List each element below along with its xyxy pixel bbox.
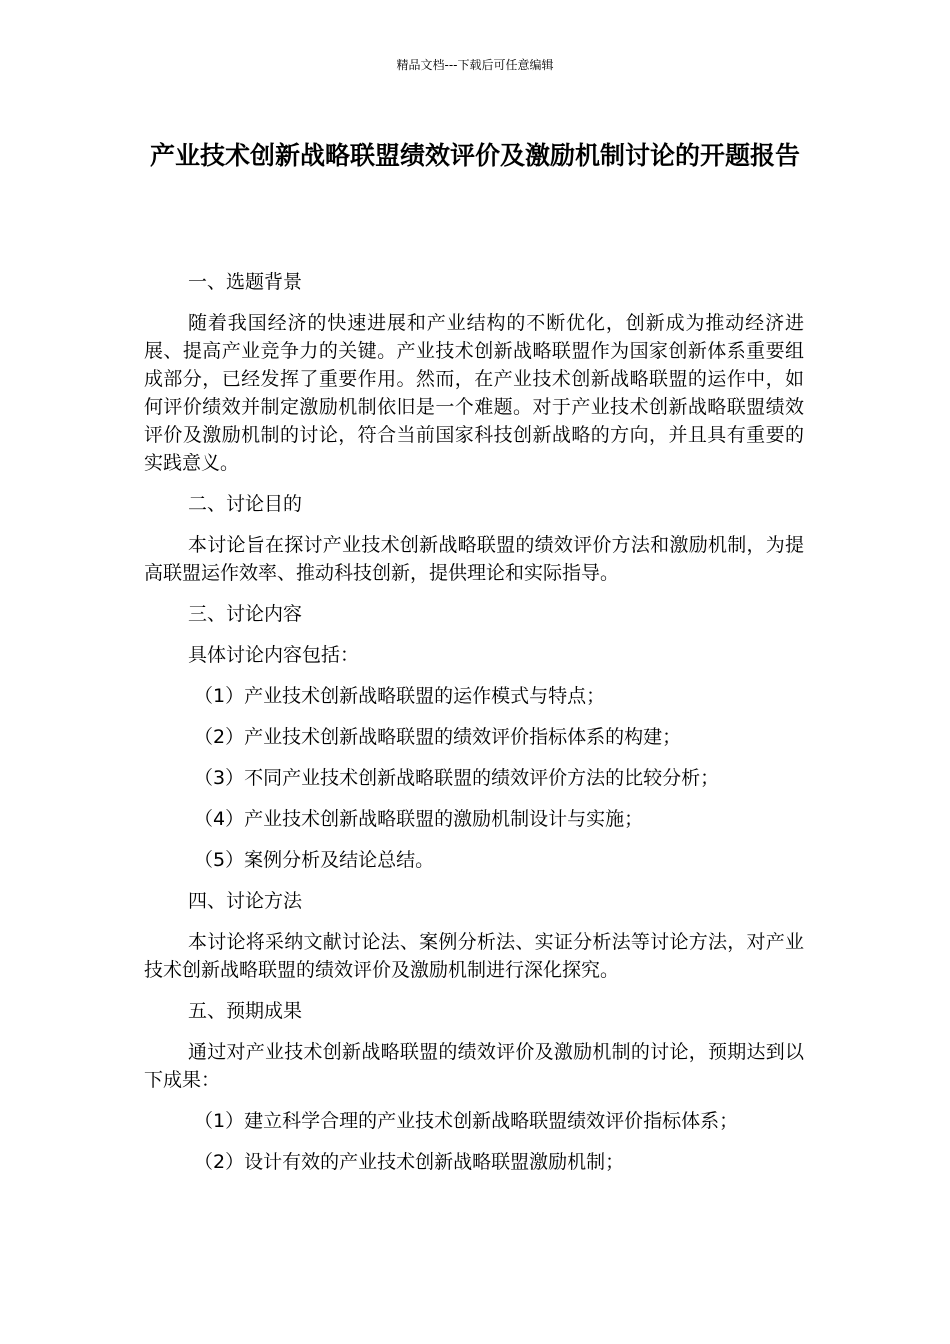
section-heading-content: 三、讨论内容 [188,603,303,625]
document-title: 产业技术创新战略联盟绩效评价及激励机制讨论的开题报告 [149,141,800,170]
section-heading-background: 一、选题背景 [188,271,303,293]
results-list-item: （2）设计有效的产业技术创新战略联盟激励机制； [194,1151,625,1173]
content-list-item: （1）产业技术创新战略联盟的运作模式与特点； [194,685,606,707]
content-list-item: （4）产业技术创新战略联盟的激励机制设计与实施； [194,808,644,830]
results-paragraph: 通过对产业技术创新战略联盟的绩效评价及激励机制的讨论，预期达到以下成果： [144,1041,804,1091]
section-heading-method: 四、讨论方法 [188,890,303,912]
content-list-item: （3）不同产业技术创新战略联盟的绩效评价方法的比较分析； [194,767,720,789]
content-list-item: （2）产业技术创新战略联盟的绩效评价指标体系的构建； [194,726,682,748]
content-list-item: （5）案例分析及结论总结。 [194,849,435,871]
section-heading-purpose: 二、讨论目的 [188,493,303,515]
method-paragraph: 本讨论将采纳文献讨论法、案例分析法、实证分析法等讨论方法，对产业技术创新战略联盟的绩效评价及激励机制进行深化探究。 [144,931,804,981]
results-list-item: （1）建立科学合理的产业技术创新战略联盟绩效评价指标体系； [194,1110,739,1132]
page-header: 精品文档---下载后可任意编辑 [396,58,554,72]
purpose-paragraph: 本讨论旨在探讨产业技术创新战略联盟的绩效评价方法和激励机制，为提高联盟运作效率、推动科技创新，提供理论和实际指导。 [144,534,804,584]
content-intro: 具体讨论内容包括： [188,644,360,666]
background-paragraph: 随着我国经济的快速进展和产业结构的不断优化，创新成为推动经济进展、提高产业竞争力的关键。产业技术创新战略联盟作为国家创新体系重要组成部分，已经发挥了重要作用。然而，在产业技术创新战略联盟的运作中，如何评价绩效并制定激励机制依旧是一个难题。对于产业技术创新战略联盟绩效评价及激励机制的讨论，符合当前国家科技创新战略的方向，并且具有重要的实践意义。 [144,312,804,474]
document-body [144,268,804,1189]
section-heading-results: 五、预期成果 [188,1000,303,1022]
